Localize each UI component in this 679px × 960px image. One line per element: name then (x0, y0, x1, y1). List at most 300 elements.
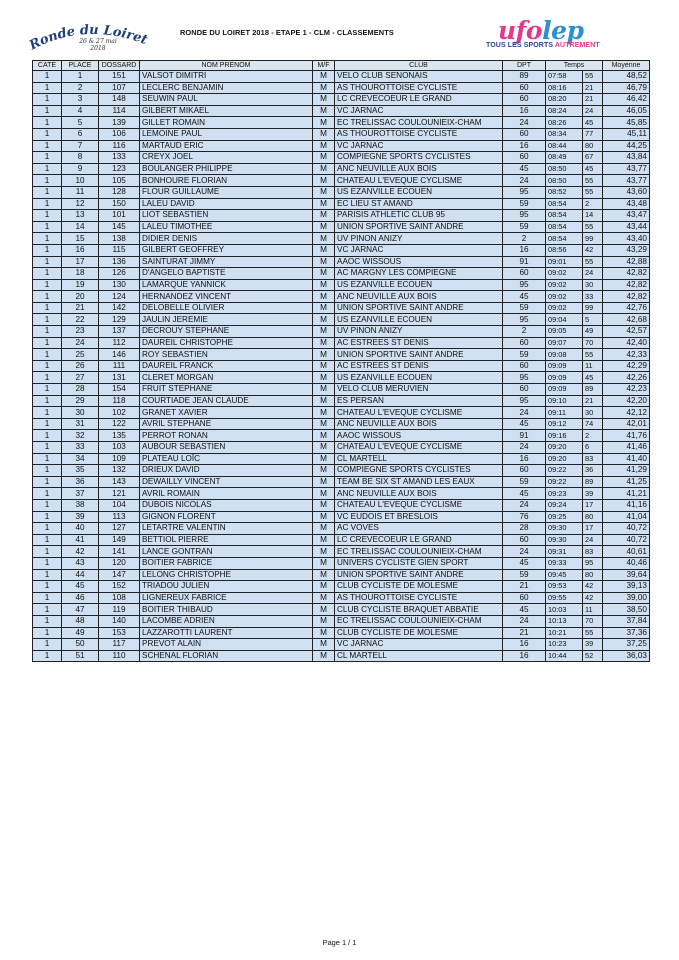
place-cell: 50 (62, 639, 99, 651)
event-logo-dates-block (58, 38, 138, 52)
average-cell: 42,29 (603, 360, 650, 372)
table-row (33, 337, 650, 349)
name-cell: BOITIER THIBAUD (140, 604, 313, 616)
time-cell: 08:16 (546, 82, 583, 94)
time-hundredths-cell: 80 (583, 569, 603, 581)
place-cell: 25 (62, 349, 99, 361)
name-cell: GRANET XAVIER (140, 407, 313, 419)
name-cell: LACOMBE ADRIEN (140, 615, 313, 627)
place-cell: 33 (62, 442, 99, 454)
place-cell: 46 (62, 592, 99, 604)
table-row (33, 105, 650, 117)
time-hundredths-cell: 55 (583, 221, 603, 233)
dossard-cell: 138 (99, 233, 140, 245)
average-cell: 44,25 (603, 140, 650, 152)
table-row (33, 71, 650, 83)
name-cell: PREVOT ALAIN (140, 639, 313, 651)
club-cell: ES PERSAN (335, 395, 503, 407)
table-row (33, 360, 650, 372)
table-row (33, 499, 650, 511)
place-cell: 34 (62, 453, 99, 465)
cate-cell: 1 (33, 407, 62, 419)
cate-cell: 1 (33, 523, 62, 535)
cate-cell: 1 (33, 349, 62, 361)
time-cell: 10:03 (546, 604, 583, 616)
club-cell: UNION SPORTIVE SAINT ANDRE (335, 221, 503, 233)
place-cell: 1 (62, 71, 99, 83)
name-cell: LEMOINE PAUL (140, 128, 313, 140)
time-cell: 08:20 (546, 94, 583, 106)
dossard-cell: 128 (99, 186, 140, 198)
name-cell: DAUREIL CHRISTOPHE (140, 337, 313, 349)
table-row (33, 117, 650, 129)
club-cell: ANC NEUVILLE AUX BOIS (335, 418, 503, 430)
name-cell: DAUREIL FRANCK (140, 360, 313, 372)
time-cell: 09:25 (546, 511, 583, 523)
average-cell: 42,82 (603, 268, 650, 280)
time-cell: 08:50 (546, 175, 583, 187)
sex-cell: M (313, 523, 335, 535)
event-logo-year: 2018 (90, 45, 106, 52)
sex-cell: M (313, 569, 335, 581)
place-cell: 22 (62, 314, 99, 326)
name-cell: D'ANGELO BAPTISTE (140, 268, 313, 280)
name-cell: JAULIN JEREMIE (140, 314, 313, 326)
club-cell: PARISIS ATHLETIC CLUB 95 (335, 210, 503, 222)
cate-cell: 1 (33, 175, 62, 187)
time-hundredths-cell: 77 (583, 128, 603, 140)
cate-cell: 1 (33, 163, 62, 175)
average-cell: 42,82 (603, 291, 650, 303)
time-cell: 09:22 (546, 476, 583, 488)
table-row (33, 291, 650, 303)
place-cell: 23 (62, 326, 99, 338)
time-cell: 09:11 (546, 407, 583, 419)
average-cell: 41,29 (603, 465, 650, 477)
table-row (33, 302, 650, 314)
table-row (33, 511, 650, 523)
time-cell: 08:54 (546, 221, 583, 233)
dpt-cell: 60 (503, 592, 546, 604)
dpt-cell: 59 (503, 476, 546, 488)
dpt-cell: 16 (503, 453, 546, 465)
table-row (33, 210, 650, 222)
sex-cell: M (313, 499, 335, 511)
table-row (33, 94, 650, 106)
dossard-cell: 143 (99, 476, 140, 488)
club-cell: AC VOVES (335, 523, 503, 535)
cate-cell: 1 (33, 326, 62, 338)
dossard-cell: 121 (99, 488, 140, 500)
dpt-cell: 24 (503, 442, 546, 454)
sex-cell: M (313, 268, 335, 280)
time-hundredths-cell: 55 (583, 349, 603, 361)
average-cell: 41,21 (603, 488, 650, 500)
average-cell: 40,72 (603, 534, 650, 546)
club-cell: VC JARNAC (335, 639, 503, 651)
table-row (33, 592, 650, 604)
place-cell: 44 (62, 569, 99, 581)
dossard-cell: 116 (99, 140, 140, 152)
table-row (33, 430, 650, 442)
time-hundredths-cell: 99 (583, 302, 603, 314)
table-row (33, 175, 650, 187)
name-cell: CREYX JOEL (140, 152, 313, 164)
place-cell: 32 (62, 430, 99, 442)
place-cell: 18 (62, 268, 99, 280)
place-cell: 8 (62, 152, 99, 164)
time-cell: 08:34 (546, 128, 583, 140)
time-hundredths-cell: 11 (583, 360, 603, 372)
place-cell: 31 (62, 418, 99, 430)
name-cell: LELONG CHRISTOPHE (140, 569, 313, 581)
time-cell: 09:08 (546, 349, 583, 361)
sex-cell: M (313, 511, 335, 523)
time-hundredths-cell: 55 (583, 71, 603, 83)
table-row (33, 546, 650, 558)
time-hundredths-cell: 52 (583, 650, 603, 662)
dossard-cell: 151 (99, 71, 140, 83)
cate-cell: 1 (33, 372, 62, 384)
col-header-dossard: DOSSARD (99, 61, 140, 71)
place-cell: 3 (62, 94, 99, 106)
table-header-row (33, 61, 650, 71)
average-cell: 43,47 (603, 210, 650, 222)
time-cell: 09:07 (546, 337, 583, 349)
name-cell: TRIADOU JULIEN (140, 581, 313, 593)
dossard-cell: 117 (99, 639, 140, 651)
time-hundredths-cell: 39 (583, 488, 603, 500)
club-cell: US EZANVILLE ECOUEN (335, 279, 503, 291)
dpt-cell: 16 (503, 650, 546, 662)
cate-cell: 1 (33, 615, 62, 627)
club-cell: EC TRELISSAC COULOUNIEIX-CHAM (335, 117, 503, 129)
table-row (33, 650, 650, 662)
name-cell: DUBOIS NICOLAS (140, 499, 313, 511)
club-cell: LC CREVECOEUR LE GRAND (335, 94, 503, 106)
name-cell: LAZZAROTTI LAURENT (140, 627, 313, 639)
place-cell: 28 (62, 384, 99, 396)
sex-cell: M (313, 546, 335, 558)
dossard-cell: 127 (99, 523, 140, 535)
time-hundredths-cell: 2 (583, 430, 603, 442)
time-cell: 08:50 (546, 163, 583, 175)
place-cell: 38 (62, 499, 99, 511)
time-hundredths-cell: 21 (583, 82, 603, 94)
name-cell: GIGNON FLORENT (140, 511, 313, 523)
name-cell: VALSOT DIMITRI (140, 71, 313, 83)
dossard-cell: 123 (99, 163, 140, 175)
club-cell: ANC NEUVILLE AUX BOIS (335, 163, 503, 175)
time-cell: 09:33 (546, 557, 583, 569)
cate-cell: 1 (33, 453, 62, 465)
cate-cell: 1 (33, 499, 62, 511)
club-cell: US EZANVILLE ECOUEN (335, 372, 503, 384)
name-cell: BOULANGER PHILIPPE (140, 163, 313, 175)
club-cell: AC ESTREES ST DENIS (335, 360, 503, 372)
club-cell: VC JARNAC (335, 105, 503, 117)
sex-cell: M (313, 210, 335, 222)
dpt-cell: 16 (503, 244, 546, 256)
average-cell: 45,85 (603, 117, 650, 129)
dossard-cell: 141 (99, 546, 140, 558)
time-hundredths-cell: 11 (583, 604, 603, 616)
dpt-cell: 91 (503, 256, 546, 268)
dossard-cell: 136 (99, 256, 140, 268)
place-cell: 2 (62, 82, 99, 94)
time-cell: 09:16 (546, 430, 583, 442)
dpt-cell: 45 (503, 557, 546, 569)
ufolep-wordmark (498, 18, 648, 44)
dpt-cell: 45 (503, 291, 546, 303)
average-cell: 43,77 (603, 163, 650, 175)
time-cell: 09:31 (546, 546, 583, 558)
dpt-cell: 95 (503, 210, 546, 222)
table-row (33, 453, 650, 465)
sex-cell: M (313, 152, 335, 164)
club-cell: COMPIEGNE SPORTS CYCLISTES (335, 152, 503, 164)
name-cell: MARTAUD ERIC (140, 140, 313, 152)
cate-cell: 1 (33, 476, 62, 488)
name-cell: DECROUY STEPHANE (140, 326, 313, 338)
time-hundredths-cell: 30 (583, 279, 603, 291)
dpt-cell: 21 (503, 627, 546, 639)
name-cell: GILBERT GEOFFREY (140, 244, 313, 256)
dpt-cell: 59 (503, 302, 546, 314)
name-cell: CLERET MORGAN (140, 372, 313, 384)
average-cell: 37,84 (603, 615, 650, 627)
table-row (33, 314, 650, 326)
average-cell: 46,79 (603, 82, 650, 94)
dpt-cell: 95 (503, 395, 546, 407)
dossard-cell: 150 (99, 198, 140, 210)
sex-cell: M (313, 384, 335, 396)
cate-cell: 1 (33, 592, 62, 604)
dossard-cell: 147 (99, 569, 140, 581)
cate-cell: 1 (33, 314, 62, 326)
dossard-cell: 142 (99, 302, 140, 314)
dpt-cell: 60 (503, 152, 546, 164)
name-cell: DEWAILLY VINCENT (140, 476, 313, 488)
dpt-cell: 59 (503, 569, 546, 581)
time-cell: 09:02 (546, 268, 583, 280)
results-table (32, 60, 650, 662)
dossard-cell: 103 (99, 442, 140, 454)
dossard-cell: 109 (99, 453, 140, 465)
cate-cell: 1 (33, 488, 62, 500)
dpt-cell: 95 (503, 314, 546, 326)
average-cell: 42,26 (603, 372, 650, 384)
dossard-cell: 110 (99, 650, 140, 662)
club-cell: VELO CLUB SENONAIS (335, 71, 503, 83)
dossard-cell: 132 (99, 465, 140, 477)
time-hundredths-cell: 24 (583, 534, 603, 546)
place-cell: 42 (62, 546, 99, 558)
club-cell: AC MARGNY LES COMPIEGNE (335, 268, 503, 280)
time-hundredths-cell: 42 (583, 581, 603, 593)
table-row (33, 523, 650, 535)
sex-cell: M (313, 337, 335, 349)
average-cell: 41,25 (603, 476, 650, 488)
name-cell: AVRIL STEPHANE (140, 418, 313, 430)
sex-cell: M (313, 82, 335, 94)
average-cell: 45,11 (603, 128, 650, 140)
sex-cell: M (313, 430, 335, 442)
dpt-cell: 95 (503, 372, 546, 384)
col-header-club: CLUB (335, 61, 503, 71)
sex-cell: M (313, 650, 335, 662)
club-cell: CLUB CYCLISTE BRAQUET ABBATIE (335, 604, 503, 616)
table-row (33, 569, 650, 581)
table-row (33, 384, 650, 396)
time-hundredths-cell: 33 (583, 291, 603, 303)
time-cell: 09:05 (546, 326, 583, 338)
time-hundredths-cell: 99 (583, 233, 603, 245)
cate-cell: 1 (33, 627, 62, 639)
name-cell: FLOUR GUILLAUME (140, 186, 313, 198)
dossard-cell: 115 (99, 244, 140, 256)
cate-cell: 1 (33, 198, 62, 210)
table-row (33, 407, 650, 419)
place-cell: 17 (62, 256, 99, 268)
dossard-cell: 105 (99, 175, 140, 187)
dossard-cell: 107 (99, 82, 140, 94)
cate-cell: 1 (33, 71, 62, 83)
place-cell: 11 (62, 186, 99, 198)
sex-cell: M (313, 314, 335, 326)
place-cell: 29 (62, 395, 99, 407)
brand-word-part2: lep (542, 16, 584, 45)
brand-tagline: TOUS LES SPORTS (486, 42, 555, 49)
average-cell: 46,42 (603, 94, 650, 106)
cate-cell: 1 (33, 233, 62, 245)
dossard-cell: 106 (99, 128, 140, 140)
sex-cell: M (313, 488, 335, 500)
name-cell: LANCE GONTRAN (140, 546, 313, 558)
time-cell: 09:20 (546, 442, 583, 454)
sex-cell: M (313, 534, 335, 546)
col-header-temps: Temps (546, 61, 603, 71)
dpt-cell: 60 (503, 268, 546, 280)
time-cell: 09:53 (546, 581, 583, 593)
time-cell: 09:09 (546, 360, 583, 372)
name-cell: AVRIL ROMAIN (140, 488, 313, 500)
dossard-cell: 111 (99, 360, 140, 372)
dpt-cell: 2 (503, 233, 546, 245)
name-cell: SEUWIN PAUL (140, 94, 313, 106)
average-cell: 46,05 (603, 105, 650, 117)
name-cell: SCHENAL FLORIAN (140, 650, 313, 662)
sex-cell: M (313, 627, 335, 639)
sex-cell: M (313, 592, 335, 604)
time-cell: 10:13 (546, 615, 583, 627)
average-cell: 42,82 (603, 279, 650, 291)
name-cell: DIDIER DENIS (140, 233, 313, 245)
club-cell: AS THOUROTTOISE CYCLISTE (335, 592, 503, 604)
dpt-cell: 60 (503, 384, 546, 396)
name-cell: SAINTURAT JIMMY (140, 256, 313, 268)
table-row (33, 488, 650, 500)
sex-cell: M (313, 581, 335, 593)
average-cell: 38,50 (603, 604, 650, 616)
cate-cell: 1 (33, 650, 62, 662)
dossard-cell: 119 (99, 604, 140, 616)
col-header-nom-prenom: NOM PRENOM (140, 61, 313, 71)
place-cell: 15 (62, 233, 99, 245)
time-cell: 08:54 (546, 233, 583, 245)
table-row (33, 615, 650, 627)
sex-cell: M (313, 94, 335, 106)
dpt-cell: 59 (503, 198, 546, 210)
time-cell: 07:58 (546, 71, 583, 83)
time-hundredths-cell: 6 (583, 442, 603, 454)
cate-cell: 1 (33, 442, 62, 454)
club-cell: US EZANVILLE ECOUEN (335, 186, 503, 198)
club-cell: CHATEAU L'EVEQUE CYCLISME (335, 175, 503, 187)
dossard-cell: 133 (99, 152, 140, 164)
club-cell: UV PINON ANIZY (335, 233, 503, 245)
average-cell: 43,84 (603, 152, 650, 164)
dpt-cell: 24 (503, 499, 546, 511)
sex-cell: M (313, 476, 335, 488)
average-cell: 42,88 (603, 256, 650, 268)
club-cell: EC TRELISSAC COULOUNIEIX-CHAM (335, 546, 503, 558)
ufolep-logo (486, 16, 648, 49)
time-cell: 09:09 (546, 372, 583, 384)
club-cell: AAOC WISSOUS (335, 256, 503, 268)
dossard-cell: 124 (99, 291, 140, 303)
sex-cell: M (313, 71, 335, 83)
place-cell: 6 (62, 128, 99, 140)
club-cell: EC LIEU ST AMAND (335, 198, 503, 210)
club-cell: ANC NEUVILLE AUX BOIS (335, 488, 503, 500)
place-cell: 7 (62, 140, 99, 152)
time-cell: 09:45 (546, 569, 583, 581)
cate-cell: 1 (33, 511, 62, 523)
time-hundredths-cell: 42 (583, 592, 603, 604)
table-row (33, 279, 650, 291)
time-cell: 09:02 (546, 302, 583, 314)
club-cell: CHATEAU L'EVEQUE CYCLISME (335, 499, 503, 511)
place-cell: 20 (62, 291, 99, 303)
time-cell: 10:23 (546, 639, 583, 651)
cate-cell: 1 (33, 291, 62, 303)
dpt-cell: 16 (503, 105, 546, 117)
place-cell: 19 (62, 279, 99, 291)
dpt-cell: 45 (503, 488, 546, 500)
cate-cell: 1 (33, 581, 62, 593)
club-cell: UV PINON ANIZY (335, 326, 503, 338)
time-cell: 09:30 (546, 534, 583, 546)
time-hundredths-cell: 42 (583, 244, 603, 256)
cate-cell: 1 (33, 152, 62, 164)
time-hundredths-cell: 45 (583, 372, 603, 384)
cate-cell: 1 (33, 94, 62, 106)
dpt-cell: 59 (503, 221, 546, 233)
event-logo-text: Ronde du Loiret (27, 22, 150, 54)
table-row (33, 534, 650, 546)
name-cell: HERNANDEZ VINCENT (140, 291, 313, 303)
club-cell: AC ESTREES ST DENIS (335, 337, 503, 349)
time-cell: 08:52 (546, 186, 583, 198)
dossard-cell: 122 (99, 418, 140, 430)
dossard-cell: 140 (99, 615, 140, 627)
place-cell: 36 (62, 476, 99, 488)
place-cell: 21 (62, 302, 99, 314)
average-cell: 42,76 (603, 302, 650, 314)
dpt-cell: 76 (503, 511, 546, 523)
sex-cell: M (313, 140, 335, 152)
